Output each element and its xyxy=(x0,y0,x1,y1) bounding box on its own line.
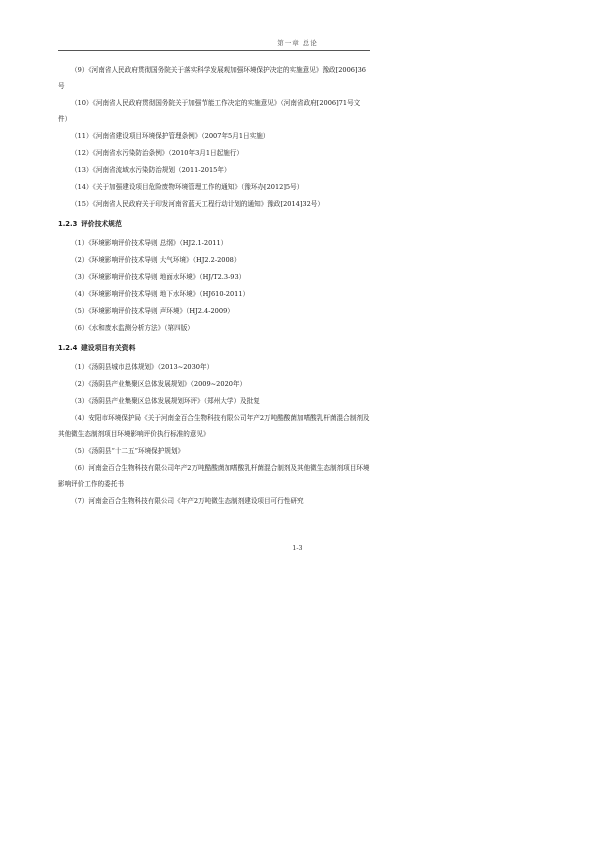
section-heading-1-2-3 xyxy=(58,217,370,232)
section-title: 评价技术规范 xyxy=(81,220,122,228)
regulation-list xyxy=(58,62,370,212)
list-item: （2）《环境影响评价技术导则 大气环境》（HJ2.2-2008） xyxy=(71,256,241,264)
technical-standards-list xyxy=(58,235,370,336)
section-title: 建设项目有关资料 xyxy=(81,344,136,352)
page-body xyxy=(58,62,370,510)
page-number: 1-3 xyxy=(292,545,303,552)
list-item: （11）《河南省建设项目环境保护管理条例》（2007年5月1日实施） xyxy=(71,132,270,140)
list-item: （14）《关于加强建设项目危险废物环境管理工作的通知》（豫环办[2012]5号） xyxy=(71,183,304,191)
list-item: （1）《环境影响评价技术导则 总纲》（HJ2.1-2011） xyxy=(71,239,228,247)
list-item: （4）《环境影响评价技术导则 地下水环境》（HJ610-2011） xyxy=(71,290,250,298)
list-item: （3）《环境影响评价技术导则 地面水环境》（HJ/T2.3-93） xyxy=(71,273,246,281)
list-item: （12）《河南省水污染防治条例》（2010年3月1日起施行） xyxy=(71,149,244,157)
running-header: 第一章 总论 xyxy=(277,39,318,47)
section-number: 1.2.3 xyxy=(58,220,78,228)
list-item: （3）《汤阴县产业集聚区总体发展规划环评》（郑州大学）及批复 xyxy=(71,397,260,405)
list-item: （9）《河南省人民政府贯彻国务院关于落实科学发展观加强环境保护决定的实施意见》豫政[2006]36号 xyxy=(58,66,366,90)
section-number: 1.2.4 xyxy=(58,344,78,352)
list-item: （10）《河南省人民政府贯彻国务院关于加强节能工作决定的实施意见》（河南省政府[2006]71号文件） xyxy=(58,99,361,123)
list-item: （13）《河南省流域水污染防治规划（2011-2015年） xyxy=(71,166,231,174)
section-heading-1-2-4 xyxy=(58,341,370,356)
list-item: （5）《汤阴县“十二五”环境保护规划》 xyxy=(71,447,185,455)
list-item: （6）河南金百合生物科技有限公司年产2万吨酷酸菌加嗜酸乳杆菌混合制剂及其他微生态制剂项目环境影响评价工作的委托书 xyxy=(58,464,370,488)
list-item: （4）安阳市环境保护局《关于河南金百合生物科技有限公司年产2万吨酷酸菌加嗜酸乳杆菌混合制剂及其他微生态制剂项目环境影响评价执行标准的意见》 xyxy=(58,414,370,438)
list-item: （6）《水和废水监测分析方法》（第四版） xyxy=(71,324,194,332)
project-documents-list xyxy=(58,359,370,509)
header-rule xyxy=(58,50,370,51)
list-item: （2）《汤阴县产业集聚区总体发展规划》（2009~2020年） xyxy=(71,380,247,388)
list-item: （5）《环境影响评价技术导则 声环境》（HJ2.4-2009） xyxy=(71,307,234,315)
list-item: （1）《汤阴县城市总体规划》（2013~2030年） xyxy=(71,363,214,371)
list-item: （7）河南金百合生物科技有限公司《年产2万吨微生态制剂建设项目可行性研究 xyxy=(71,497,304,505)
list-item: （15）《河南省人民政府关于印发河南省蓝天工程行动计划的通知》豫政[2014]32号） xyxy=(71,200,324,208)
